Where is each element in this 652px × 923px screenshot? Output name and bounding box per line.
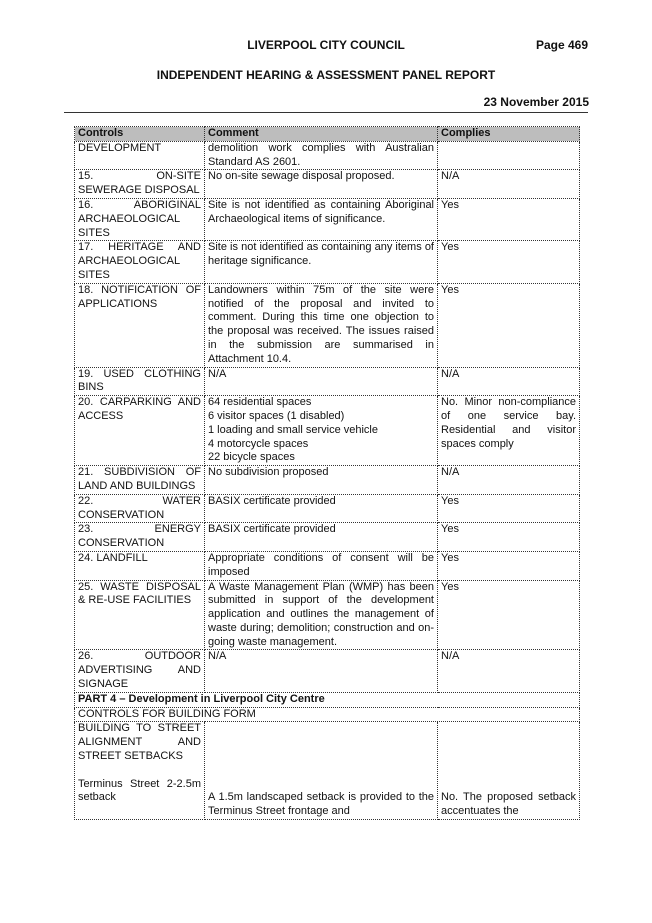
part-heading: PART 4 – Development in Liverpool City Centre [75, 692, 580, 707]
comment-cell: Landowners within 75m of the site were notified of the proposal and invited to comment. During this time one objection to the proposal was received. The issues raised in the submission are summarised in Attachment 10.4. [205, 283, 438, 367]
control-cell: DEVELOPMENT [75, 141, 205, 170]
table-header-row [75, 127, 580, 142]
complies-cell: Yes [438, 241, 580, 283]
complies-cell: Yes [438, 551, 580, 580]
comment-line: 4 motorcycle spaces [208, 437, 309, 450]
table-row [75, 241, 580, 283]
table-row [75, 650, 580, 692]
control-cell: 15. ON-SITE SEWERAGE DISPOSAL [75, 170, 205, 199]
comment-cell: N/A [205, 650, 438, 692]
control-cell: 24. LANDFILL [75, 551, 205, 580]
complies-cell [438, 141, 580, 170]
complies-cell: N/A [438, 466, 580, 495]
comment-line: 22 bicycle spaces [208, 451, 295, 464]
cell-spacer [441, 764, 576, 778]
comment-cell: No subdivision proposed [205, 466, 438, 495]
control-cell: 26. OUTDOOR ADVERTISING AND SIGNAGE [75, 650, 205, 692]
control-cell: 23. ENERGY CONSERVATION [75, 523, 205, 552]
control-cell: 17. HERITAGE AND ARCHAEOLOGICAL SITES [75, 241, 205, 283]
control-cell: 18. NOTIFICATION OF APPLICATIONS [75, 283, 205, 367]
control-cell: 16. ABORIGINAL ARCHAEOLOGICAL SITES [75, 198, 205, 240]
comment-line: 64 residential spaces [208, 396, 312, 409]
table-row [75, 580, 580, 650]
part-heading-row [75, 692, 580, 707]
comment-cell: BASIX certificate provided [205, 494, 438, 523]
cell-spacer [78, 764, 201, 778]
header-divider [64, 112, 588, 113]
table-row [75, 523, 580, 552]
table-row [75, 141, 580, 170]
report-date: 23 November 2015 [483, 95, 589, 109]
control-cell: 22. WATER CONSERVATION [75, 494, 205, 523]
comment-cell: Site is not identified as containing Aboriginal Archaeological items of significance. [205, 198, 438, 240]
column-header-complies: Complies [438, 127, 580, 142]
cell-spacer [208, 778, 434, 792]
comment-cell [205, 722, 438, 820]
cell-spacer [441, 736, 576, 750]
controls-table [74, 126, 580, 820]
complies-cell: N/A [438, 367, 580, 396]
comment-cell: Site is not identified as containing any items of heritage significance. [205, 241, 438, 283]
control-cell: 21. SUBDIVISION OF LAND AND BUILDINGS [75, 466, 205, 495]
building-control-text: BUILDING TO STREET ALIGNMENT AND STREET SETBACKS [78, 722, 201, 763]
table-row [75, 170, 580, 199]
table-row [75, 722, 580, 820]
comment-line: 6 visitor spaces (1 disabled) [208, 409, 345, 422]
table-row [75, 198, 580, 240]
comment-cell [205, 396, 438, 466]
table-row [75, 466, 580, 495]
complies-cell: N/A [438, 170, 580, 199]
cell-spacer [208, 736, 434, 750]
comment-cell: demolition work complies with Australian Standard AS 2601. [205, 141, 438, 170]
table-row [75, 494, 580, 523]
cell-spacer [441, 778, 576, 792]
comment-cell: No on-site sewage disposal proposed. [205, 170, 438, 199]
column-header-controls: Controls [75, 127, 205, 142]
comment-cell: BASIX certificate provided [205, 523, 438, 552]
control-cell: 25. WASTE DISPOSAL & RE-USE FACILITIES [75, 580, 205, 650]
comment-line: 1 loading and small service vehicle [208, 423, 378, 436]
table-row [75, 396, 580, 466]
cell-spacer [441, 750, 576, 764]
column-header-comment: Comment [205, 127, 438, 142]
table-row [75, 551, 580, 580]
complies-cell: No. Minor non-compliance of one service bay. Residential and visitor spaces comply [438, 396, 580, 466]
terminus-complies-text: No. The proposed setback accentuates the [441, 791, 576, 818]
part-subheading: CONTROLS FOR BUILDING FORM [75, 707, 580, 722]
complies-cell: N/A [438, 650, 580, 692]
comment-cell: A Waste Management Plan (WMP) has been submitted in support of the development application and outlines the management of waste during; demolition; construction and on-going waste management. [205, 580, 438, 650]
complies-cell: Yes [438, 494, 580, 523]
cell-spacer [208, 722, 434, 736]
control-cell [75, 722, 205, 820]
control-cell: 20. CARPARKING AND ACCESS [75, 396, 205, 466]
cell-spacer [208, 750, 434, 764]
complies-cell [438, 722, 580, 820]
comment-cell: N/A [205, 367, 438, 396]
control-cell: 19. USED CLOTHING BINS [75, 367, 205, 396]
comment-cell: Appropriate conditions of consent will be imposed [205, 551, 438, 580]
terminus-comment-text: A 1.5m landscaped setback is provided to the Terminus Street frontage and [208, 791, 434, 818]
table-row [75, 283, 580, 367]
council-name: LIVERPOOL CITY COUNCIL [247, 38, 405, 52]
complies-cell: Yes [438, 523, 580, 552]
page-number: Page 469 [535, 38, 588, 52]
terminus-control-text: Terminus Street 2-2.5m setback [78, 777, 201, 804]
cell-spacer [208, 764, 434, 778]
subheading-row [75, 707, 580, 722]
table-row [75, 367, 580, 396]
complies-cell: Yes [438, 198, 580, 240]
complies-cell: Yes [438, 580, 580, 650]
report-title: INDEPENDENT HEARING & ASSESSMENT PANEL REPORT [156, 68, 496, 82]
cell-spacer [441, 722, 576, 736]
complies-cell: Yes [438, 283, 580, 367]
